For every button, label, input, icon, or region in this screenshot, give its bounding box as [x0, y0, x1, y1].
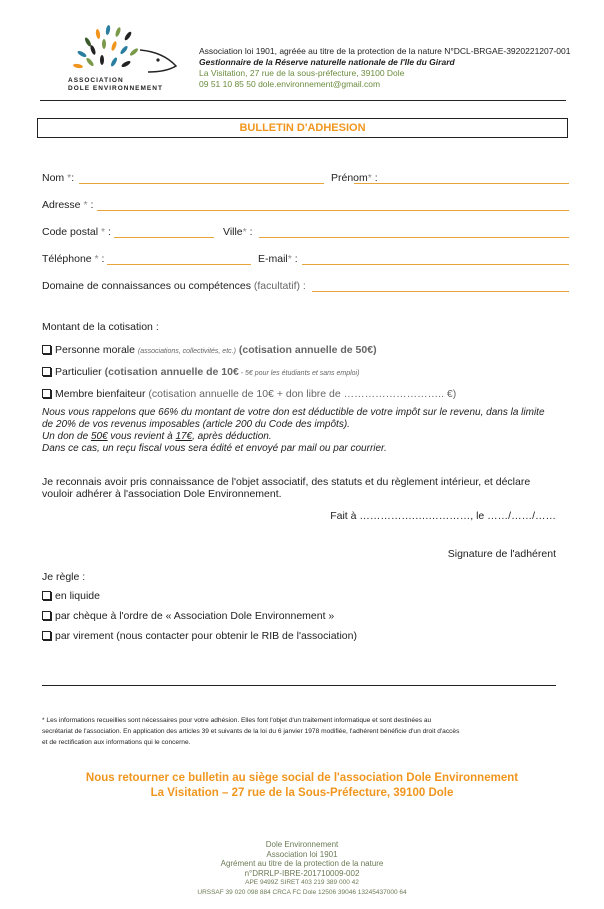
form-title: BULLETIN D'ADHESION — [239, 122, 366, 134]
footer: Dole Environnement Association loi 1901 Agrément au titre de la protection de la nature n°DRRLP-IBRE-201710009-002 APE 9499Z SIRET 403 219 389 000 42 URSSAF 39 020 098 884 CRCA FC Dole 12506 39046 13245437000 64 — [197, 840, 407, 896]
logo-text-line-1: ASSOCIATION — [68, 77, 124, 84]
option-particulier[interactable]: Particulier (cotisation annuelle de 10€ - 5€ pour les étudiants et sans emploi) — [42, 366, 359, 378]
option-membre-bienfaiteur[interactable]: Membre bienfaiteur (cotisation annuelle de 10€ + don libre de ……………………….. €) — [42, 388, 456, 400]
logo-text-line-2: DOLE ENVIRONNEMENT — [68, 85, 163, 92]
ville-input[interactable] — [259, 237, 569, 238]
tax-info: Nous vous rappelons que 66% du montant de votre don est déductible de votre impôt sur le revenu, dans la limite de 20% de vos revenus imposables (article 200 du Code des impôts). Un don de 50€ vous revient à 17€, après déduction. Dans ce cas, un reçu fiscal vous sera édité et envoyé par mail ou par courrier. — [42, 407, 545, 454]
header-agreement: Association loi 1901, agréée au titre de la protection de la nature N°DCL-BRGAE-3920221207-001 — [199, 46, 571, 56]
ville-label: Ville* : — [223, 226, 253, 238]
nom-input[interactable] — [79, 183, 324, 184]
email-label: E-mail* : — [258, 253, 298, 265]
return-address: Nous retourner ce bulletin au siège social de l'association Dole Environnement La Visitation – 27 rue de la Sous-Préfecture, 39100 Dole — [85, 772, 519, 799]
hedgehog-logo-icon — [68, 22, 183, 74]
checkbox-icon[interactable] — [42, 367, 51, 376]
adresse-label: Adresse * : — [42, 199, 94, 211]
option-personne-morale[interactable]: Personne morale (associations, collectivités, etc.) (cotisation annuelle de 50€) — [42, 344, 377, 356]
payment-cash[interactable]: en liquide — [42, 590, 100, 602]
header-address: La Visitation, 27 rue de la sous-préfecture, 39100 Dole — [199, 68, 405, 78]
header-contact: 09 51 10 85 50 dole.environnement@gmail.com — [199, 79, 381, 89]
logo-text — [68, 77, 183, 93]
telephone-label: Téléphone * : — [42, 253, 105, 265]
prenom-label: Prénom* : — [331, 172, 378, 184]
domaine-label: Domaine de connaissances ou compétences (facultatif) : — [42, 280, 306, 292]
header-info — [199, 46, 571, 90]
title-box — [37, 118, 568, 138]
email-input[interactable] — [302, 264, 569, 265]
checkbox-icon[interactable] — [42, 591, 51, 600]
telephone-input[interactable] — [107, 264, 251, 265]
payment-cheque[interactable]: par chèque à l'ordre de « Association Dole Environnement » — [42, 610, 334, 622]
divider — [42, 685, 556, 686]
header-manager: Gestionnaire de la Réserve naturelle nationale de l'Ile du Girard — [199, 57, 455, 67]
cotisation-label: Montant de la cotisation : — [42, 321, 159, 333]
domaine-input[interactable] — [312, 291, 569, 292]
payment-transfer[interactable]: par virement (nous contacter pour obtenir le RIB de l'association) — [42, 630, 357, 642]
checkbox-icon[interactable] — [42, 345, 51, 354]
code-postal-label: Code postal * : — [42, 226, 111, 238]
checkbox-icon[interactable] — [42, 611, 51, 620]
prenom-input[interactable] — [354, 183, 569, 184]
privacy-footnote: * Les informations recueillies sont nécessaires pour votre adhésion. Elles font l'objet d'un traitement informatique et sont destinées au secrétariat de l'association. En application des articles 39 et suivants de la loi du 6 janvier 1978 modifiée, l'adhérent bénéficie d'un droit d'accès et de rectification aux informations qui le concerne. — [42, 717, 460, 746]
nom-label: Nom *: — [42, 172, 75, 184]
signature-label: Signature de l'adhérent — [447, 548, 556, 560]
paiement-label: Je règle : — [42, 571, 86, 583]
logo — [68, 22, 183, 90]
header-divider — [40, 100, 566, 101]
checkbox-icon[interactable] — [42, 389, 51, 398]
checkbox-icon[interactable] — [42, 631, 51, 640]
declaration: Je reconnais avoir pris connaissance de l'objet associatif, des statuts et du règlement intérieur, et déclare vouloir adhérer à l'association Dole Environnement. — [42, 476, 531, 500]
code-postal-input[interactable] — [114, 237, 214, 238]
adresse-input[interactable] — [97, 210, 569, 211]
fait-a-field[interactable]: Fait à …………….….…………, le ……/……/…… — [330, 510, 556, 522]
